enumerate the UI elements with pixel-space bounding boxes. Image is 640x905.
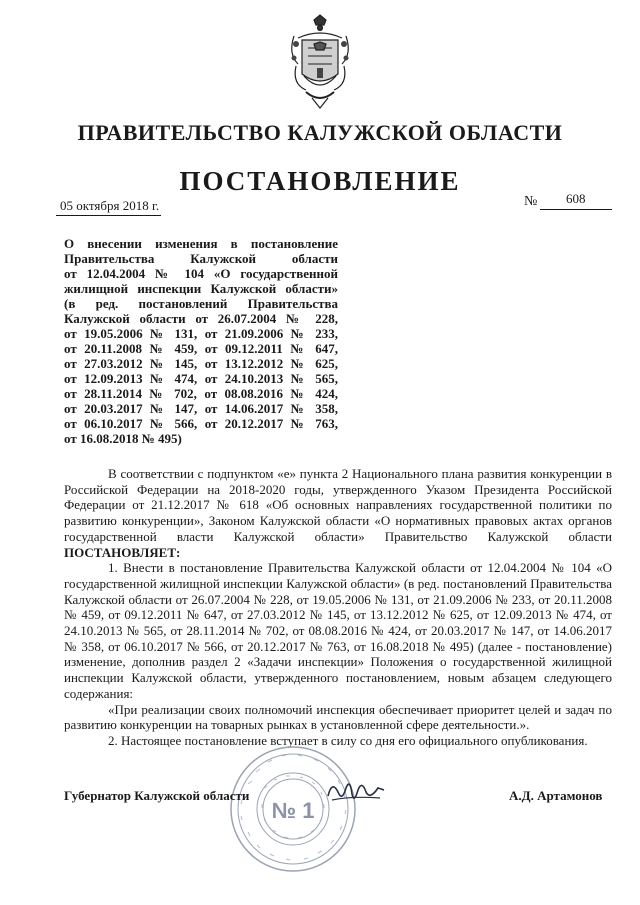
document-date: 05 октября 2018 г. [56,198,161,216]
item-2-paragraph: 2. Настоящее постановление вступает в силу со дня его официального опубликования. [108,732,588,748]
subject-line: от 12.09.2013 № 474, от 24.10.2013 № 565, [64,371,338,386]
subject-line: жилищной инспекции Калужской области» [64,281,338,296]
quoted-text-paragraph: «При реализации своих полномочий инспекция обеспечивает приоритет целей и задач по развитию конкуренции на товарных рынках в установленной сфере деятельности.». [64,701,612,733]
document-subject [64,236,338,446]
coat-of-arms-emblem [284,14,356,110]
preamble-text: В соответствии с подпунктом «е» пункта 2 Национального плана развития конкуренции в Российской Федерации на 2018-2020 годы, утвержденного Указом Президента Российской Федерации от 21.12.2017 № 618 «Об основных направлениях государственной политики по развитию конкуренции», Законом Калужской области «О нормативных правовых актах органов государственной власти Калужской области» Правительство Калужской области [64,466,612,544]
subject-line: от 20.03.2017 № 147, от 14.06.2017 № 358, [64,401,338,416]
subject-line: Правительства Калужской области [64,251,338,266]
signatory-name: А.Д. Артамонов [509,788,603,803]
number-label: № [524,194,538,209]
subject-line: от 27.03.2012 № 145, от 13.12.2012 № 625, [64,356,338,371]
subject-line: от 12.04.2004 № 104 «О государственной [64,266,338,281]
decree-word: ПОСТАНОВЛЯЕТ: [64,544,181,560]
document-number: 608 [566,191,586,206]
preamble-paragraph [64,466,612,560]
subject-line: от 16.08.2018 № 495) [64,431,182,446]
subject-line: от 06.10.2017 № 566, от 20.12.2017 № 763, [64,416,338,431]
number-underline [540,209,612,210]
subject-line: О внесении изменения в постановление [64,236,338,251]
subject-line: от 19.05.2006 № 131, от 21.09.2006 № 233, [64,326,338,341]
handwritten-signature [322,770,386,810]
subject-line: Калужской области от 26.07.2004 № 228, [64,311,338,326]
signatory-position: Губернатор Калужской области [64,788,250,803]
subject-line: (в ред. постановлений Правительства [64,296,338,311]
document-type-heading: ПОСТАНОВЛЕНИЕ [179,166,461,196]
document-body [64,466,612,749]
subject-line: от 28.11.2014 № 702, от 08.08.2016 № 424, [64,386,338,401]
stamp-center-text: № 1 [271,798,315,823]
item-1-paragraph: 1. Внести в постановление Правительства Калужской области от 12.04.2004 № 104 «О государственной жилищной инспекции Калужской области» (в ред. постановлений Правительства Калужской области от 26.07.2004 № 228, от 19.05.2006 № 131, от 21.09.2006 № 233, от 20.11.2008 № 459, от 09.12.2011 № 647, от 27.03.2012 № 145, от 13.12.2012 № 625, от 12.09.2013 № 474, от 24.10.2013 № 565, от 28.11.2014 № 702, от 08.08.2016 № 424, от 20.03.2017 № 147, от 14.06.2017 № 358, от 06.10.2017 № 566, от 20.12.2017 № 763, от 16.08.2018 № 495) (далее - постановление) изменение, дополнив раздел 2 «Задачи инспекции» Положения о государственной жилищной инспекции Калужской области, утвержденного постановлением, новым абзацем следующего содержания: [64,560,612,701]
subject-line: от 20.11.2008 № 459, от 09.12.2011 № 647, [64,341,338,356]
government-title: ПРАВИТЕЛЬСТВО КАЛУЖСКОЙ ОБЛАСТИ [77,120,563,145]
